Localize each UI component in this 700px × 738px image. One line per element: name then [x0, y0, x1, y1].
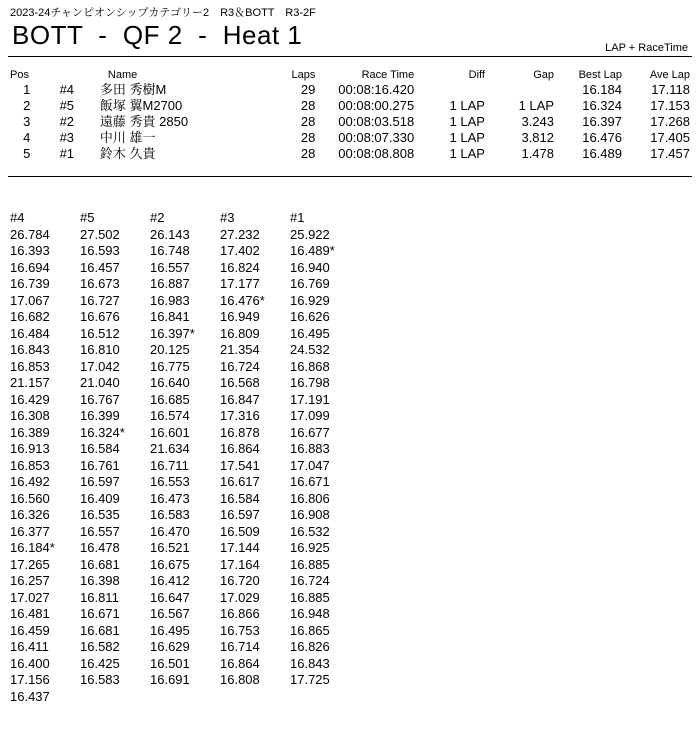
table-row	[8, 130, 692, 146]
lap-time-cell: 16.724	[220, 358, 260, 374]
lap-time-cell: 16.400	[10, 655, 50, 671]
lap-time-cell: 16.798	[290, 375, 330, 390]
best-lap-cell: 16.476	[582, 130, 622, 145]
page-subtitle: 2023-24チャンピオンシップカテゴリー2 R3＆BOTT R3-2F	[10, 7, 316, 19]
car-no-cell: #4	[59, 82, 75, 97]
header-divider	[8, 56, 692, 57]
lap-time-cell: 16.397*	[150, 325, 195, 341]
lap-time-cell: 16.681	[80, 622, 120, 638]
lap-time-cell: 16.640	[150, 375, 190, 390]
lap-time-cell: 16.767	[80, 391, 120, 407]
diff-cell: 1 LAP	[449, 98, 485, 113]
diff-cell	[416, 82, 487, 98]
timing-mode-label: LAP + RaceTime	[605, 42, 688, 54]
lap-time-cell: 16.826	[290, 639, 330, 654]
lap-time-cell: 16.913	[10, 441, 50, 456]
car-no-cell: #5	[59, 98, 75, 113]
lap-time-cell: 17.164	[220, 556, 260, 572]
lap-time-cell: 21.040	[80, 375, 120, 390]
lap-time-cell: 16.470	[150, 523, 190, 539]
best-lap-cell: 16.184	[582, 82, 622, 97]
car-no-cell: #3	[59, 130, 75, 145]
best-lap-cell: 16.324	[582, 98, 622, 113]
lap-time-cell: 16.478	[80, 540, 120, 555]
gap-cell: 1.478	[521, 146, 555, 161]
race-time-cell: 00:08:16.420	[338, 82, 415, 97]
pos-cell: 4	[23, 130, 31, 145]
lap-time-cell: 16.878	[220, 424, 260, 440]
lap-time-cell: 17.099	[290, 408, 330, 423]
race-time-cell: 00:08:03.518	[338, 114, 415, 129]
lap-time-cell: 16.521	[150, 540, 190, 555]
lap-time-cell: 16.326	[10, 507, 50, 522]
laps-cell: 28	[300, 98, 316, 113]
driver-name-cell: 鈴木 久貴	[99, 146, 156, 161]
table-row	[8, 114, 692, 130]
ave-lap-cell: 17.153	[650, 98, 690, 113]
lap-time-cell: 16.685	[150, 391, 190, 407]
diff-cell: 1 LAP	[449, 146, 485, 161]
ave-lap-cell: 17.457	[650, 146, 690, 161]
lap-time-cell: 16.925	[290, 540, 330, 555]
lap-time-cell: 17.047	[290, 457, 330, 473]
lap-time-cell: 16.811	[80, 589, 119, 605]
lap-time-cell: 21.634	[150, 441, 190, 456]
lap-time-cell: 16.753	[220, 622, 260, 638]
lap-time-cell: 17.725	[290, 672, 330, 687]
lap-time-cell: 17.156	[10, 672, 50, 687]
lap-time-cell: 16.617	[220, 474, 260, 489]
lap-time-cell: 16.675	[150, 556, 190, 572]
lap-time-cell: 16.691	[150, 672, 190, 687]
lap-time-cell: 16.885	[290, 556, 330, 572]
lap-time-cell: 16.940	[290, 259, 330, 275]
col-ave-lap: Ave Lap	[649, 69, 690, 81]
lap-time-cell: 16.324*	[80, 424, 125, 440]
lap-column-header: #5	[80, 210, 95, 225]
lap-time-cell: 16.597	[80, 474, 120, 489]
lap-time-cell: 16.720	[220, 573, 260, 588]
col-laps: Laps	[291, 69, 316, 81]
lap-time-cell: 16.865	[290, 622, 330, 638]
lap-time-cell: 20.125	[150, 342, 190, 357]
lap-time-cell: 16.409	[80, 490, 120, 506]
col-best-lap: Best Lap	[578, 69, 622, 81]
lap-time-cell: 16.810	[80, 342, 120, 357]
car-no-cell: #1	[59, 146, 75, 161]
lap-time-cell: 16.714	[220, 639, 260, 654]
results-table	[8, 68, 692, 162]
lap-time-cell: 17.541	[220, 457, 260, 473]
lap-time-cell: 16.501	[150, 655, 190, 671]
lap-time-cell: 16.489*	[290, 243, 335, 258]
lap-time-cell: 16.574	[150, 408, 190, 423]
lap-time-cell: 16.184*	[10, 540, 55, 555]
lap-time-cell: 16.425	[80, 655, 120, 671]
lap-time-cell: 25.922	[290, 226, 330, 242]
lap-time-cell: 17.265	[10, 556, 50, 572]
driver-name-cell: 中川 雄一	[99, 130, 156, 145]
lap-time-cell: 16.682	[10, 309, 50, 324]
race-time-cell: 00:08:08.808	[338, 146, 415, 161]
lap-time-cell: 16.459	[10, 622, 50, 638]
col-name: Name	[107, 69, 138, 81]
ave-lap-cell: 17.118	[651, 82, 690, 97]
lap-time-cell: 16.398	[80, 573, 120, 588]
lap-column-header: #4	[10, 210, 25, 225]
gap-cell: 3.243	[521, 114, 555, 129]
lap-time-cell: 16.887	[150, 276, 190, 291]
lap-time-cell: 16.676	[80, 309, 120, 324]
lap-time-cell: 16.597	[220, 507, 260, 522]
lap-time-cell: 16.557	[150, 259, 190, 275]
lap-time-cell: 17.027	[10, 589, 50, 605]
lap-times-grid	[10, 210, 360, 705]
lap-time-cell: 16.694	[10, 259, 50, 275]
laps-cell: 28	[300, 146, 316, 161]
lap-time-cell: 16.629	[150, 639, 190, 654]
pos-cell: 1	[23, 82, 31, 97]
lap-time-cell: 16.681	[80, 556, 120, 572]
laps-cell: 28	[300, 130, 316, 145]
lap-time-cell: 16.567	[150, 606, 190, 621]
lap-column	[220, 210, 290, 705]
lap-time-cell: 16.393	[10, 243, 50, 258]
lap-time-cell: 16.601	[150, 424, 190, 440]
lap-time-cell: 16.476*	[220, 292, 265, 308]
lap-time-cell: 16.583	[150, 507, 190, 522]
lap-time-cell: 16.843	[290, 655, 330, 671]
lap-time-cell: 16.775	[150, 358, 190, 374]
lap-column	[290, 210, 360, 705]
lap-time-cell: 16.568	[220, 375, 260, 390]
lap-time-cell: 21.157	[10, 375, 50, 390]
lap-time-cell: 16.671	[290, 474, 330, 489]
lap-time-cell: 16.593	[80, 243, 120, 258]
lap-time-cell: 16.584	[220, 490, 260, 506]
lap-time-cell: 16.868	[290, 358, 330, 374]
lap-time-cell: 16.492	[10, 474, 50, 489]
ave-lap-cell: 17.405	[650, 130, 690, 145]
lap-time-cell: 16.584	[80, 441, 120, 456]
lap-time-cell: 16.457	[80, 259, 120, 275]
ave-lap-cell: 17.268	[650, 114, 690, 129]
lap-time-cell: 17.177	[220, 276, 260, 291]
lap-time-cell: 16.671	[80, 606, 120, 621]
driver-name-cell: 飯塚 翼M2700	[99, 98, 183, 113]
lap-time-cell: 16.748	[150, 243, 190, 258]
lap-time-cell: 16.582	[80, 639, 120, 654]
lap-time-cell: 16.495	[150, 622, 190, 638]
lap-time-cell: 26.784	[10, 226, 50, 242]
lap-time-cell: 17.316	[220, 408, 260, 423]
race-time-cell: 00:08:00.275	[338, 98, 415, 113]
lap-time-cell: 17.029	[220, 589, 260, 605]
table-row	[8, 82, 692, 98]
diff-cell: 1 LAP	[449, 114, 485, 129]
lap-time-cell: 16.535	[80, 507, 120, 522]
lap-time-cell: 26.143	[150, 226, 190, 242]
col-pos: Pos	[10, 69, 29, 81]
race-time-cell: 00:08:07.330	[338, 130, 415, 145]
results-header-row	[8, 68, 692, 82]
lap-time-cell: 16.727	[80, 292, 120, 308]
lap-column-header: #3	[220, 210, 235, 225]
laps-cell: 28	[300, 114, 316, 129]
lap-time-cell: 16.739	[10, 276, 50, 291]
pos-cell: 5	[23, 146, 31, 161]
lap-time-cell: 16.806	[290, 490, 330, 506]
lap-time-cell: 16.864	[220, 655, 260, 671]
lap-time-cell: 17.191	[290, 391, 330, 407]
lap-time-cell: 16.864	[220, 441, 260, 456]
lap-time-cell: 16.377	[10, 523, 50, 539]
lap-time-cell: 16.560	[10, 490, 50, 506]
lap-time-cell: 16.883	[290, 441, 330, 456]
best-lap-cell: 16.489	[582, 146, 622, 161]
lap-time-cell: 16.512	[80, 325, 120, 341]
lap-time-cell: 16.437	[10, 688, 50, 704]
lap-time-cell: 16.808	[220, 672, 260, 687]
lap-time-cell: 16.983	[150, 292, 190, 308]
lap-time-cell: 16.495	[290, 325, 330, 341]
driver-name-cell: 遠藤 秀貴 2850	[99, 114, 189, 129]
lap-time-cell: 24.532	[290, 342, 330, 357]
lap-time-cell: 27.232	[220, 226, 260, 242]
gap-cell: 1 LAP	[518, 98, 555, 113]
table-row	[8, 98, 692, 114]
lap-time-cell: 16.399	[80, 408, 120, 423]
lap-time-cell: 16.853	[10, 457, 50, 473]
lap-time-cell: 27.502	[80, 226, 120, 242]
lap-time-cell: 16.532	[290, 523, 330, 539]
lap-time-cell: 16.411	[10, 639, 49, 654]
table-row	[8, 146, 692, 162]
lap-column	[150, 210, 220, 705]
lap-time-cell: 17.144	[220, 540, 260, 555]
lap-time-cell: 16.824	[220, 259, 260, 275]
pos-cell: 2	[23, 98, 31, 113]
page-title: BOTT - QF 2 - Heat 1	[12, 20, 303, 50]
lap-time-cell: 16.583	[80, 672, 120, 687]
lap-time-cell: 17.067	[10, 292, 50, 308]
diff-cell: 1 LAP	[449, 130, 485, 145]
lap-time-cell: 16.553	[150, 474, 190, 489]
lap-time-cell: 16.853	[10, 358, 50, 374]
lap-time-cell: 16.711	[150, 457, 189, 473]
lap-time-cell: 16.948	[290, 606, 330, 621]
lap-time-cell: 16.673	[80, 276, 120, 291]
lap-time-cell: 16.308	[10, 408, 50, 423]
driver-name-cell: 多田 秀樹M	[99, 82, 167, 97]
lap-time-cell: 16.473	[150, 490, 190, 506]
pos-cell: 3	[23, 114, 31, 129]
lap-time-cell: 16.841	[150, 309, 190, 324]
lap-column-header: #2	[150, 210, 165, 225]
lap-time-cell: 16.557	[80, 523, 120, 539]
lap-time-cell: 21.354	[220, 342, 260, 357]
lap-column-header: #1	[290, 210, 305, 225]
lap-time-cell: 16.647	[150, 589, 190, 605]
lap-time-cell: 16.949	[220, 309, 260, 324]
lap-time-cell: 16.677	[290, 424, 330, 440]
lap-time-cell: 16.809	[220, 325, 260, 341]
lap-time-cell: 16.761	[80, 457, 120, 473]
laps-cell: 29	[300, 82, 316, 97]
col-gap: Gap	[533, 69, 555, 81]
col-diff: Diff	[468, 69, 485, 81]
gap-cell: 3.812	[521, 130, 555, 145]
lap-column	[10, 210, 80, 705]
col-no	[46, 68, 98, 82]
lap-time-cell: 16.389	[10, 424, 50, 440]
lap-time-cell: 16.866	[220, 606, 260, 621]
lap-time-cell: 16.509	[220, 523, 260, 539]
lap-time-cell: 16.626	[290, 309, 330, 324]
lap-time-cell: 16.885	[290, 589, 330, 605]
lap-time-cell: 16.769	[290, 276, 330, 291]
lap-time-cell: 16.257	[10, 573, 50, 588]
lap-time-cell: 16.484	[10, 325, 50, 341]
gap-cell	[487, 82, 556, 98]
lap-time-cell: 16.429	[10, 391, 50, 407]
lap-time-cell: 17.042	[80, 358, 120, 374]
best-lap-cell: 16.397	[582, 114, 622, 129]
lap-time-cell: 16.481	[10, 606, 50, 621]
lap-column	[80, 210, 150, 705]
lap-time-cell: 16.412	[150, 573, 190, 588]
lap-time-cell: 16.847	[220, 391, 260, 407]
lap-time-cell: 17.402	[220, 243, 260, 258]
col-race-time: Race Time	[361, 69, 415, 81]
car-no-cell: #2	[59, 114, 75, 129]
lap-time-cell: 16.724	[290, 573, 330, 588]
lap-time-cell: 16.929	[290, 292, 330, 308]
lap-time-cell: 16.908	[290, 507, 330, 522]
results-divider	[8, 176, 692, 177]
lap-time-cell: 16.843	[10, 342, 50, 357]
